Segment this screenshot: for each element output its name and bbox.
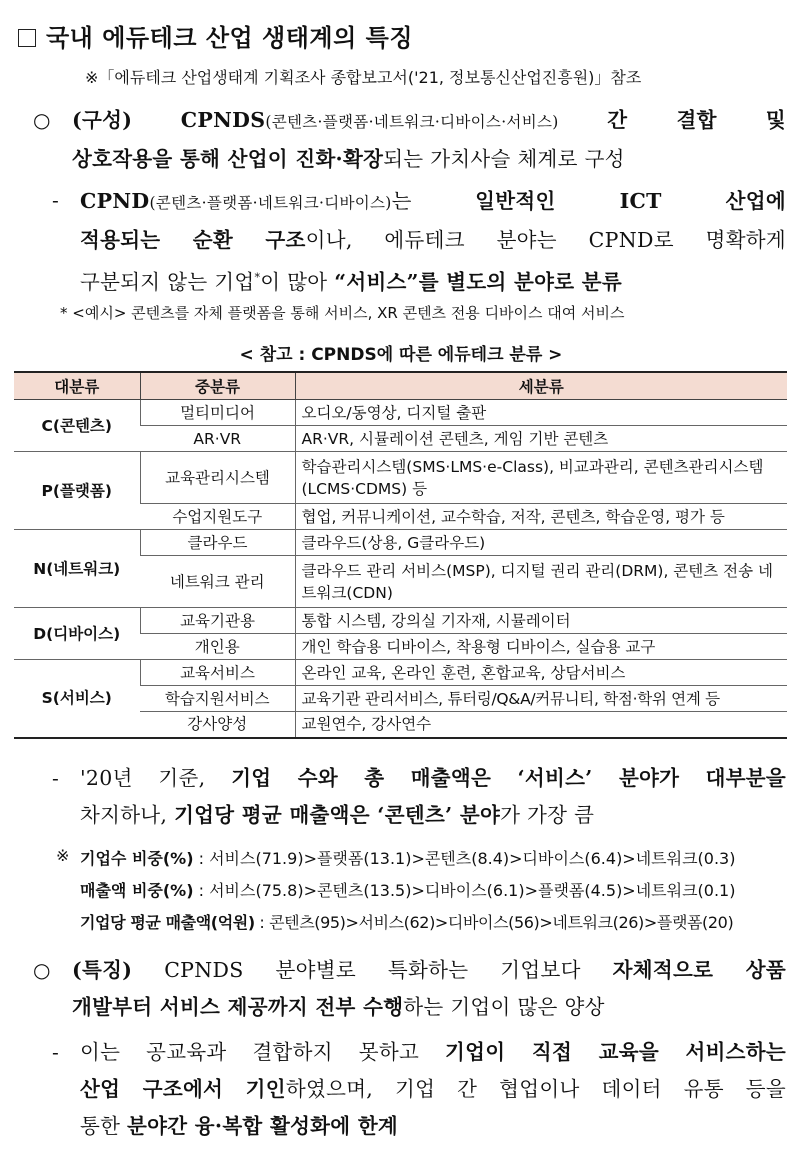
fine-category: 협업, 커뮤니케이션, 교수학습, 저작, 콘텐츠, 학습운영, 평가 등 xyxy=(295,504,787,530)
fine-category: 오디오/동영상, 디지털 출판 xyxy=(295,400,787,426)
table-header-row xyxy=(14,372,787,400)
table-caption: < 참고 : CPNDS에 따른 에듀테크 분류 > xyxy=(239,345,563,365)
table-row xyxy=(14,530,787,556)
fine-category: 통합 시스템, 강의실 기자재, 시뮬레이터 xyxy=(295,608,787,634)
fine-category: 교원연수, 강사연수 xyxy=(295,712,787,738)
ratio-row: 기업수 비중(%) : 서비스(71.9)>플랫폼(13.1)>콘텐츠(8.4)>디바이스(6.4)>네트워크(0.3) xyxy=(80,849,736,868)
mid-category: 네트워크 관리 xyxy=(140,556,295,608)
fine-category: AR·VR, 시뮬레이션 콘텐츠, 게임 기반 콘텐츠 xyxy=(295,426,787,452)
bullet-dash-icon: - xyxy=(52,1040,59,1064)
source-note: ※「에듀테크 산업생태계 기획조사 종합보고서('21, 정보통신산업진흥원)」참조 xyxy=(85,68,642,87)
page-title: 국내 에듀테크 산업 생태계의 특징 xyxy=(18,18,413,53)
bullet-circle-icon: ○ xyxy=(33,958,51,982)
fine-category: 클라우드(상용, G클라우드) xyxy=(295,530,787,556)
mid-category: AR·VR xyxy=(140,426,295,452)
major-category: S(서비스) xyxy=(14,660,140,738)
ratio-row: 기업당 평균 매출액(억원) : 콘텐츠(95)>서비스(62)>디바이스(56)>네트워크(26)>플랫폼(20) xyxy=(80,913,734,932)
bullet-dash-icon: - xyxy=(52,188,59,212)
fine-category: 클라우드 관리 서비스(MSP), 디지털 권리 관리(DRM), 콘텐츠 전송 네트워크(CDN) xyxy=(295,556,787,608)
table-row xyxy=(14,452,787,504)
fine-category: 개인 학습용 디바이스, 착용형 디바이스, 실습용 교구 xyxy=(295,634,787,660)
checkbox-square-icon xyxy=(18,29,36,47)
fine-category: 학습관리시스템(SMS·LMS·e-Class), 비교과관리, 콘텐츠관리시스템(LCMS·CDMS) 등 xyxy=(295,452,787,504)
table-row xyxy=(14,608,787,634)
mid-category: 교육기관용 xyxy=(140,608,295,634)
paragraph-composition: (구성) CPNDS(콘텐츠·플랫폼·네트워크·디바이스·서비스) 간 결합 및 상호작용을 통해 산업이 진화·확장되는 가치사슬 체계로 구성 xyxy=(72,108,786,171)
ratio-note-mark: ※ xyxy=(56,846,70,865)
paragraph-features: (특징) CPNDS 분야별로 특화하는 기업보다 자체적으로 상품 개발부터 서비스 제공까지 전부 수행하는 기업이 많은 양상 xyxy=(72,958,786,1019)
mid-category: 교육관리시스템 xyxy=(140,452,295,504)
table-row xyxy=(14,400,787,426)
mid-category: 학습지원서비스 xyxy=(140,686,295,712)
header-major: 대분류 xyxy=(14,372,140,400)
mid-category: 교육서비스 xyxy=(140,660,295,686)
mid-category: 멀티미디어 xyxy=(140,400,295,426)
bullet-dash-icon: - xyxy=(52,766,59,790)
mid-category: 개인용 xyxy=(140,634,295,660)
ratio-row: 매출액 비중(%) : 서비스(75.8)>콘텐츠(13.5)>디바이스(6.1)>플랫폼(4.5)>네트워크(0.1) xyxy=(80,881,736,900)
major-category: N(네트워크) xyxy=(14,530,140,608)
mid-category: 클라우드 xyxy=(140,530,295,556)
fine-category: 온라인 교육, 온라인 훈련, 혼합교육, 상담서비스 xyxy=(295,660,787,686)
footnote: * <예시> 콘텐츠를 자체 플랫폼을 통해 서비스, XR 콘텐츠 전용 디바이스 대여 서비스 xyxy=(60,304,625,322)
bullet-circle-icon: ○ xyxy=(33,108,51,132)
major-category: D(디바이스) xyxy=(14,608,140,660)
major-category: C(콘텐츠) xyxy=(14,400,140,452)
mid-category: 강사양성 xyxy=(140,712,295,738)
paragraph-2020-stats: '20년 기준, 기업 수와 총 매출액은 ‘서비스’ 분야가 대부분을 차지하나, 기업당 평균 매출액은 ‘콘텐츠’ 분야가 가장 큼 xyxy=(80,766,787,827)
major-category: P(플랫폼) xyxy=(14,452,140,530)
paragraph-cpnd: CPND(콘텐츠·플랫폼·네트워크·디바이스)는 일반적인 ICT 산업에 적용되는 순환 구조이나, 에듀테크 분야는 CPND로 명확하게 구분되지 않는 기업*이 많아 “서비스”를 별도의 분야로 분류 xyxy=(80,189,786,294)
header-mid: 중분류 xyxy=(140,372,295,400)
header-fine: 세분류 xyxy=(295,372,787,400)
fine-category: 교육기관 관리서비스, 튜터링/Q&A/커뮤니티, 학점·학위 연계 등 xyxy=(295,686,787,712)
cpnds-classification-table xyxy=(14,371,787,739)
table-row xyxy=(14,660,787,686)
mid-category: 수업지원도구 xyxy=(140,504,295,530)
paragraph-cause: 이는 공교육과 결합하지 못하고 기업이 직접 교육을 서비스하는 산업 구조에서 기인하였으며, 기업 간 협업이나 데이터 유통 등을 통한 분야간 융·복합 활성화에 한계 xyxy=(80,1040,786,1138)
